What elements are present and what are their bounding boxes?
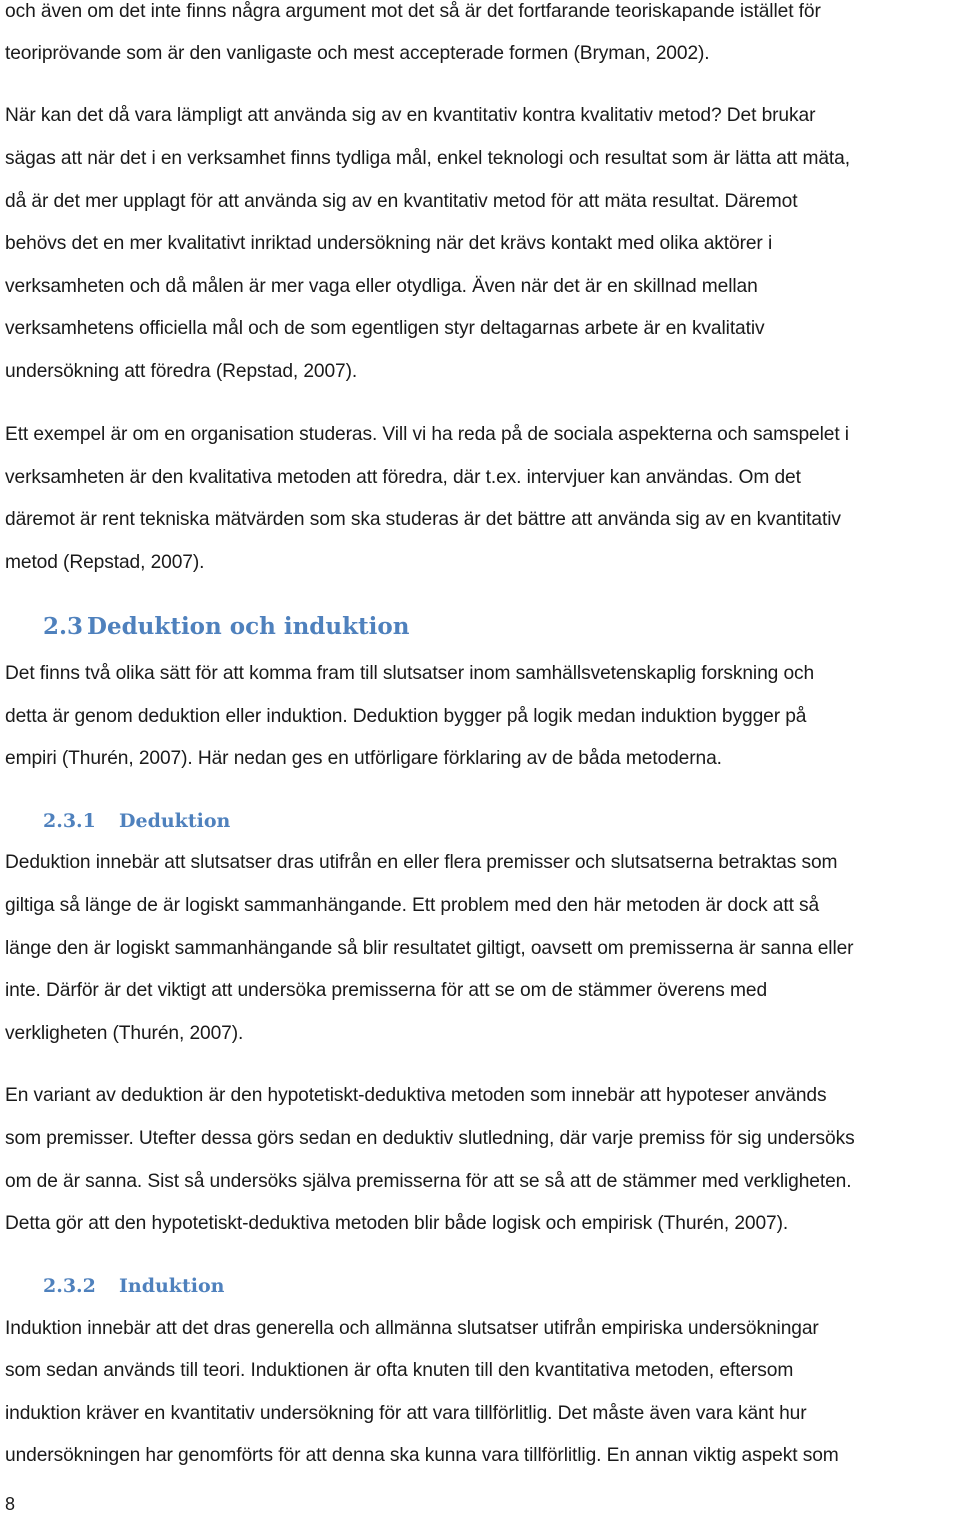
page-number: 8 (5, 1494, 16, 1514)
text-line: Deduktion innebär att slutsatser dras utifrån en eller flera premisser och slutsatserna betraktas som (5, 852, 838, 873)
text-line: detta är genom deduktion eller induktion. Deduktion bygger på logik medan induktion bygger på (5, 706, 807, 727)
text-line: behövs det en mer kvalitativt inriktad undersökning när det krävs kontakt med olika aktörer i (5, 233, 773, 254)
text-line: länge den är logiskt sammanhängande så blir resultatet giltigt, oavsett om premisserna är sanna eller (5, 938, 854, 959)
text-line: inte. Därför är det viktigt att undersöka premisserna för att se om de stämmer överens med (5, 980, 768, 1001)
text-line: och även om det inte finns några argument mot det så är det fortfarande teoriskapande istället för (5, 1, 821, 22)
subsection-title: Induktion (119, 1275, 225, 1297)
text-line: empiri (Thurén, 2007). Här nedan ges en utförligare förklaring av de båda metoderna. (5, 748, 722, 769)
text-line: När kan det då vara lämpligt att använda sig av en kvantitativ kontra kvalitativ metod? Det brukar (5, 105, 816, 126)
text-line: Induktion innebär att det dras generella och allmänna slutsatser utifrån empiriska undersökningar (5, 1318, 819, 1339)
text-line: En variant av deduktion är den hypotetiskt-deduktiva metoden som innebär att hypoteser används (5, 1085, 827, 1106)
subsection-number: 2.3.1 (43, 810, 96, 832)
section-heading (43, 613, 409, 641)
text-line: Det finns två olika sätt för att komma fram till slutsatser inom samhällsvetenskaplig forskning och (5, 663, 815, 684)
text-line: giltiga så länge de är logiskt sammanhängande. Ett problem med den här metoden är dock att så (5, 895, 820, 916)
subsection-heading (43, 1274, 224, 1298)
subsection-number: 2.3.2 (43, 1275, 96, 1297)
section-number: 2.3 (43, 613, 84, 640)
text-line: undersökningen har genomförts för att denna ska kunna vara tillförlitlig. En annan viktig aspekt som (5, 1445, 839, 1466)
subsection-title: Deduktion (119, 810, 231, 832)
text-line: metod (Repstad, 2007). (5, 552, 205, 573)
text-line: verksamhetens officiella mål och de som egentligen styr deltagarnas arbete är en kvalitativ (5, 318, 765, 339)
text-line: verksamheten och då målen är mer vaga eller otydliga. Även när det är en skillnad mellan (5, 276, 758, 297)
text-line: undersökning att föredra (Repstad, 2007). (5, 361, 358, 382)
text-line: Detta gör att den hypotetiskt-deduktiva metoden blir både logisk och empirisk (Thurén, 2007). (5, 1213, 789, 1234)
text-line: då är det mer upplagt för att använda sig av en kvantitativ metod för att mäta resultat. Däremot (5, 191, 798, 212)
text-line: som sedan används till teori. Induktionen är ofta knuten till den kvantitativa metoden, eftersom (5, 1360, 794, 1381)
text-line: som premisser. Utefter dessa görs sedan en deduktiv slutledning, där varje premiss för sig undersöks (5, 1128, 855, 1149)
text-line: sägas att när det i en verksamhet finns tydliga mål, enkel teknologi och resultat som är lätta att mäta, (5, 148, 850, 169)
text-line: verksamheten är den kvalitativa metoden att föredra, där t.ex. intervjuer kan användas. Om det (5, 467, 801, 488)
subsection-heading (43, 809, 230, 833)
text-line: däremot är rent tekniska mätvärden som ska studeras är det bättre att använda sig av en kvantitativ (5, 509, 841, 530)
text-line: verkligheten (Thurén, 2007). (5, 1023, 244, 1044)
text-line: induktion kräver en kvantitativ undersökning för att vara tillförlitlig. Det måste även vara känt hur (5, 1403, 807, 1424)
text-line: om de är sanna. Sist så undersöks själva premisserna för att se så att de stämmer med verkligheten. (5, 1171, 852, 1192)
text-line: teoriprövande som är den vanligaste och mest accepterade formen (Bryman, 2002). (5, 43, 710, 64)
text-line: Ett exempel är om en organisation studeras. Vill vi ha reda på de sociala aspekterna och samspelet i (5, 424, 849, 445)
section-title: Deduktion och induktion (87, 613, 410, 640)
